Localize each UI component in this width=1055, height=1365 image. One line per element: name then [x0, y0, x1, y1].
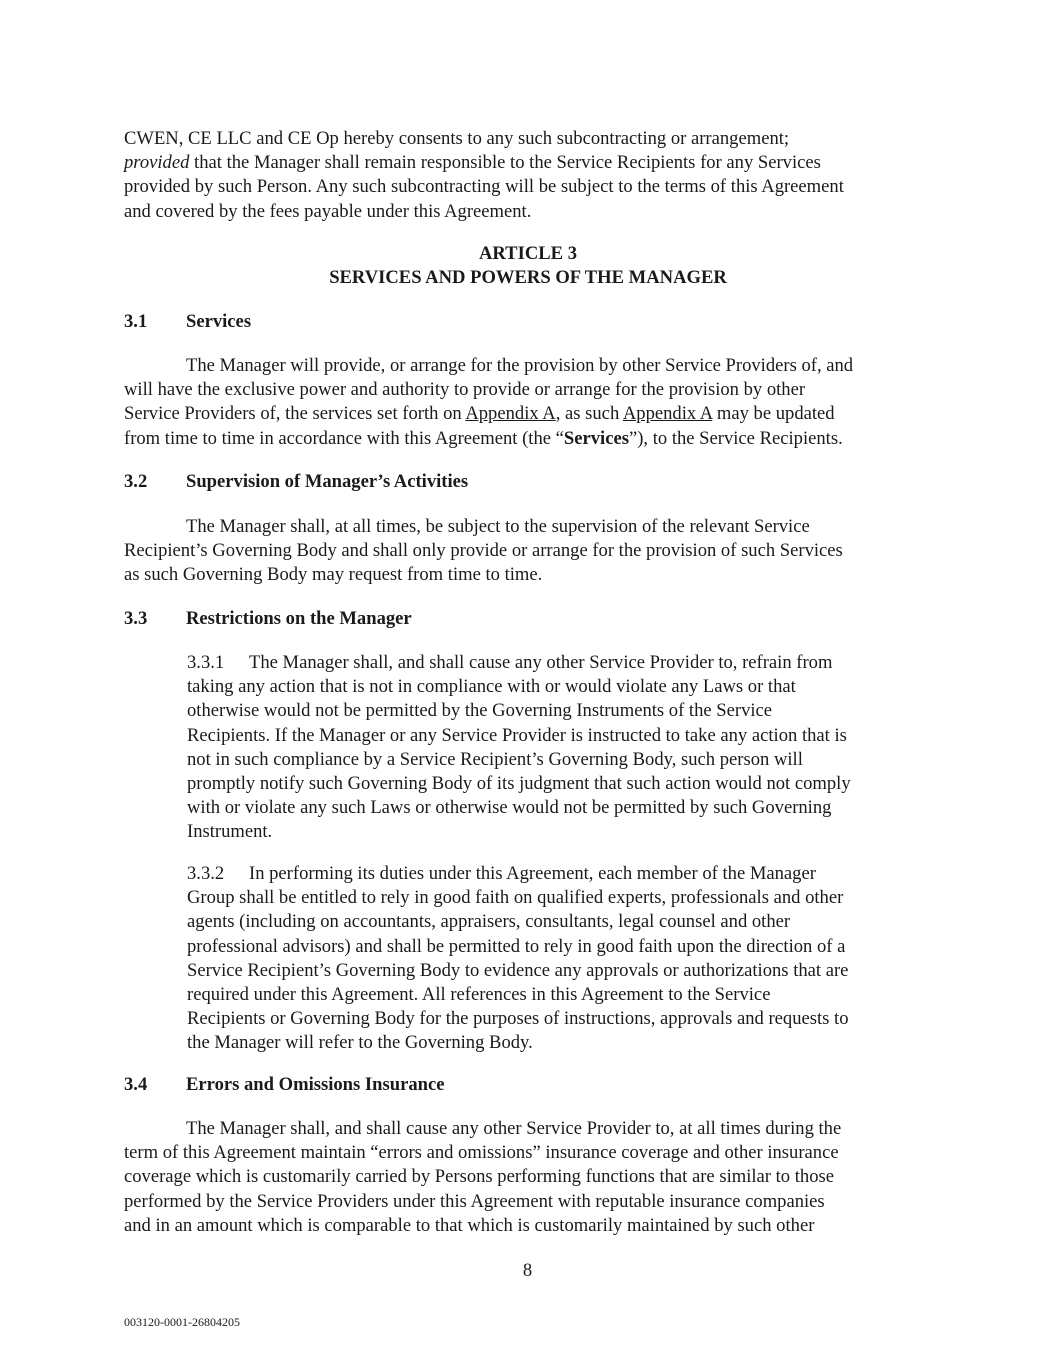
s31-line-3 — [124, 402, 934, 426]
section-title: Supervision of Manager’s Activities — [186, 471, 469, 492]
article-number: ARTICLE 3 — [478, 243, 578, 264]
intro-line-4: and covered by the fees payable under this Agreement. — [124, 200, 532, 222]
s32-line-1: The Manager shall, at all times, be subject to the supervision of the relevant Service — [186, 516, 810, 537]
s34-line-3: coverage which is customarily carried by Persons performing functions that are similar to those — [124, 1166, 834, 1188]
s331-line-8: Instrument. — [187, 821, 273, 843]
article-title: SERVICES AND POWERS OF THE MANAGER — [329, 267, 727, 289]
s331-line-4: Recipients. If the Manager or any Service Provider is instructed to take any action that is — [187, 724, 847, 746]
services-defined-term: Services — [563, 427, 629, 449]
s31-text: ”), to the Service Recipients. — [628, 427, 843, 449]
subsection-number: 3.3.1 — [187, 652, 225, 673]
s331-line-7: with or violate any such Laws or otherwise would not be permitted by such Governing — [187, 797, 832, 819]
s332-line-8: the Manager will refer to the Governing Body. — [187, 1032, 533, 1054]
section-title: Restrictions on the Manager — [186, 608, 412, 629]
s332-text: In performing its duties under this Agreement, each member of the Manager — [249, 863, 816, 884]
section-number: 3.3 — [124, 608, 148, 629]
section-3-4-body — [124, 1117, 934, 1238]
s331-text: The Manager shall, and shall cause any other Service Provider to, refrain from — [249, 652, 833, 673]
appendix-a-link[interactable]: Appendix A — [622, 403, 713, 425]
s331-line-5: not in such compliance by a Service Recipient’s Governing Body, such person will — [187, 748, 803, 770]
s332-line-2: Group shall be entitled to rely in good faith on qualified experts, professionals and other — [187, 887, 844, 909]
article-heading — [124, 242, 932, 290]
subsection-3-3-1 — [187, 651, 932, 845]
s31-text: Service Providers of, the services set forth on — [124, 403, 466, 425]
s332-line-3: agents (including on accountants, appraisers, consultants, legal counsel and other — [187, 911, 791, 933]
s32-line-3: as such Governing Body may request from time to time. — [124, 564, 543, 586]
s34-line-4: performed by the Service Providers under this Agreement with reputable insurance companies — [124, 1190, 825, 1212]
s332-line-4: professional advisors) and shall be permitted to rely in good faith upon the direction of a — [187, 935, 846, 957]
s32-line-2: Recipient’s Governing Body and shall only provide or arrange for the provision of such Services — [124, 540, 843, 562]
section-3-2-heading — [124, 470, 468, 494]
s331-line-2: taking any action that is not in compliance with or would violate any Laws or that — [187, 676, 796, 698]
section-3-4-heading — [124, 1073, 444, 1097]
s34-line-1: The Manager shall, and shall cause any other Service Provider to, at all times during the — [186, 1118, 842, 1139]
subsection-3-3-2 — [187, 862, 932, 1056]
s31-text: , as such — [555, 403, 623, 425]
s331-line-1 — [187, 651, 932, 675]
s331-line-6: promptly notify such Governing Body of its judgment that such action would not comply — [187, 773, 851, 795]
s31-line-4 — [124, 427, 934, 451]
section-3-1-body — [124, 354, 934, 451]
section-title: Errors and Omissions Insurance — [186, 1074, 445, 1095]
s34-line-2: term of this Agreement maintain “errors and omissions” insurance coverage and other insurance — [124, 1142, 839, 1164]
intro-line-2-text: that the Manager shall remain responsible to the Service Recipients for any Services — [189, 152, 821, 174]
intro-paragraph — [124, 127, 934, 224]
section-number: 3.1 — [124, 311, 148, 332]
section-number: 3.4 — [124, 1074, 148, 1095]
s331-line-3: otherwise would not be permitted by the Governing Instruments of the Service — [187, 700, 773, 722]
section-3-2-body — [124, 515, 934, 588]
section-3-1-heading — [124, 310, 251, 334]
provided-italic: provided — [124, 152, 190, 174]
s31-line-2: will have the exclusive power and authority to provide or arrange for the provision by other — [124, 379, 806, 401]
s332-line-6: required under this Agreement. All references in this Agreement to the Service — [187, 984, 771, 1006]
appendix-a-link[interactable]: Appendix A — [465, 403, 556, 425]
s332-line-7: Recipients or Governing Body for the purposes of instructions, approvals and requests to — [187, 1008, 849, 1030]
section-title: Services — [186, 311, 252, 332]
section-3-3-heading — [124, 607, 412, 631]
s332-line-1 — [187, 862, 932, 886]
s332-line-5: Service Recipient’s Governing Body to evidence any approvals or authorizations that are — [187, 959, 849, 981]
document-id: 003120-0001-26804205 — [124, 1315, 240, 1329]
s31-text: from time to time in accordance with this Agreement (the “ — [124, 427, 564, 449]
intro-line-1: CWEN, CE LLC and CE Op hereby consents to any such subcontracting or arrangement; — [124, 128, 790, 149]
s34-line-5: and in an amount which is comparable to that which is customarily maintained by such other — [124, 1214, 815, 1236]
page-number: 8 — [522, 1260, 533, 1281]
s31-line-1: The Manager will provide, or arrange for the provision by other Service Providers of, and — [186, 355, 854, 376]
subsection-number: 3.3.2 — [187, 863, 225, 884]
intro-line-2 — [124, 151, 934, 175]
section-number: 3.2 — [124, 471, 148, 492]
intro-line-3: provided by such Person. Any such subcontracting will be subject to the terms of this Agreement — [124, 176, 844, 198]
s31-text: may be updated — [712, 403, 835, 425]
